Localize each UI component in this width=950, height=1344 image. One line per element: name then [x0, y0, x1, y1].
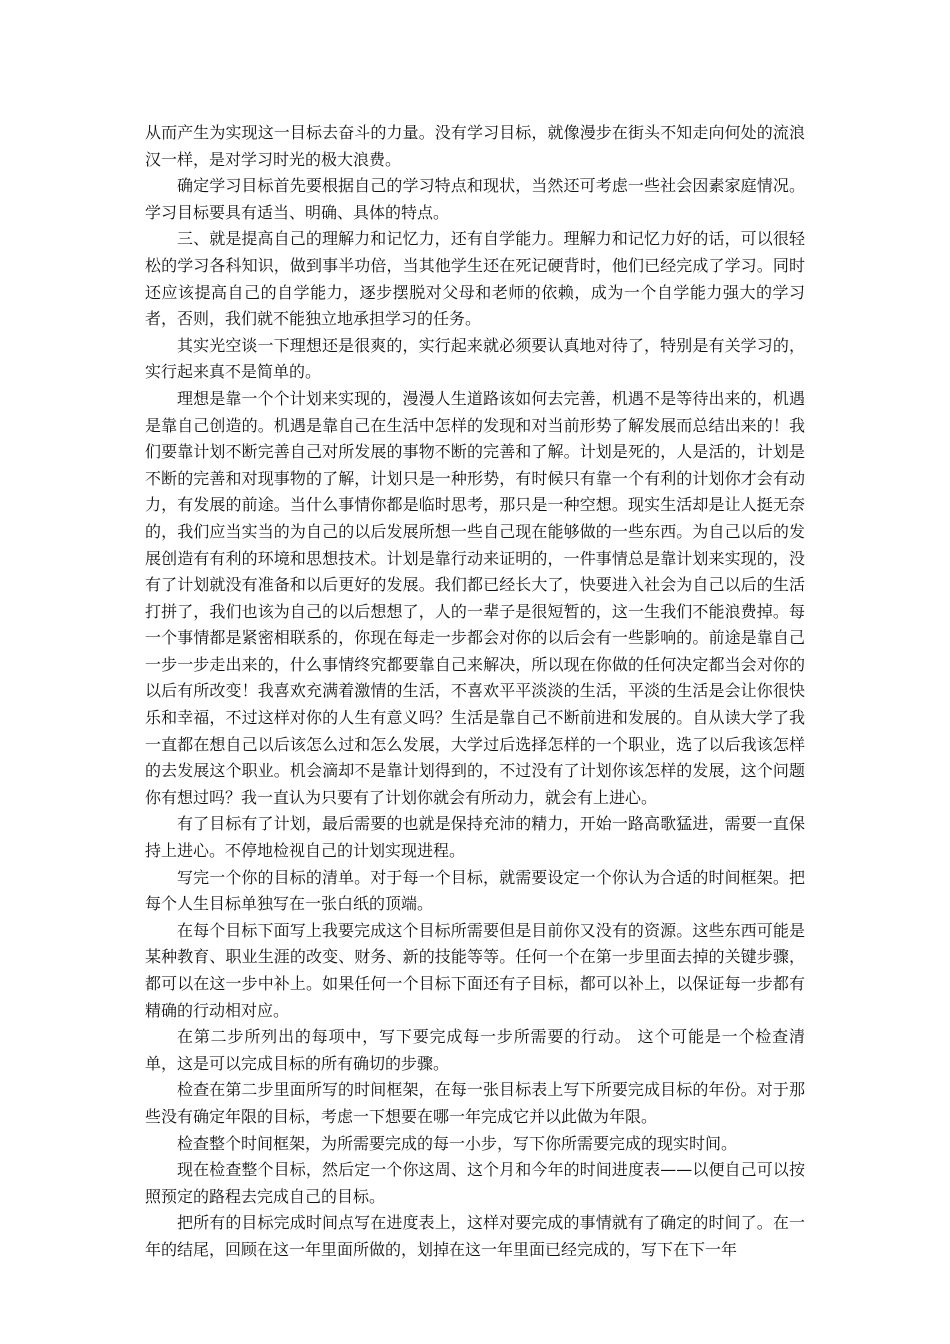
paragraph: 有了目标有了计划，最后需要的也就是保持充沛的精力，开始一路高歌猛进，需要一直保持上进心。不停地检视自己的计划实现进程。: [145, 814, 805, 861]
paragraph: 三、就是提高自己的理解力和记忆力，还有自学能力。理解力和记忆力好的话，可以很轻松的学习各科知识，做到事半功倍，当其他学生还在死记硬背时，他们已经完成了学习。同时还应该提高自己的自学能力，逐步摆脱对父母和老师的依赖，成为一个自学能力强大的学习者，否则，我们就不能独立地承担学习的任务。: [145, 229, 805, 329]
paragraph: 在每个目标下面写上我要完成这个目标所需要但是目前你又没有的资源。这些东西可能是某种教育、职业生涯的改变、财务、新的技能等等。任何一个在第一步里面去掉的关键步骤，都可以在这一步中补上。如果任何一个目标下面还有子目标，都可以补上，以保证每一步都有精确的行动相对应。: [145, 920, 805, 1020]
paragraph: 现在检查整个目标，然后定一个你这周、这个月和今年的时间进度表——以便自己可以按照预定的路程去完成自己的目标。: [145, 1160, 805, 1206]
paragraph: 其实光空谈一下理想还是很爽的，实行起来就必须要认真地对待了，特别是有关学习的，实行起来真不是简单的。: [145, 335, 805, 382]
paragraph: 确定学习目标首先要根据自己的学习特点和现状，当然还可考虑一些社会因素家庭情况。学习目标要具有适当、明确、具体的特点。: [145, 176, 805, 222]
paragraph: 检查整个时间框架，为所需要完成的每一小步，写下你所需要完成的现实时间。: [177, 1133, 738, 1153]
paragraph: 写完一个你的目标的清单。对于每一个目标，就需要设定一个你认为合适的时间框架。把每个人生目标单独写在一张白纸的顶端。: [145, 867, 805, 914]
paragraph: 把所有的目标完成时间点写在进度表上，这样对要完成的事情就有了确定的时间了。在一年的结尾，回顾在这一年里面所做的，划掉在这一年里面已经完成的，写下在下一年: [145, 1213, 805, 1259]
document-body: [145, 120, 805, 1264]
paragraph: 在第二步所列出的每项中，写下要完成每一步所需要的行动。 这个可能是一个检查清单，这是可以完成目标的所有确切的步骤。: [145, 1027, 805, 1073]
paragraph: 检查在第二步里面所写的时间框架，在每一张目标表上写下所要完成目标的年份。对于那些没有确定年限的目标，考虑一下想要在哪一年完成它并以此做为年限。: [145, 1080, 805, 1126]
paragraph: 理想是靠一个个计划来实现的，漫漫人生道路该如何去完善，机遇不是等待出来的，机遇是靠自己创造的。机遇是靠自己在生活中怎样的发现和对当前形势了解发展而总结出来的！我们要靠计划不断完善自己对所发展的事物不断的完善和了解。计划是死的，人是活的，计划是不断的完善和对现事物的了解，计划只是一种形势，有时候只有靠一个有利的计划你才会有动力，有发展的前途。当什么事情你都是临时思考，那只是一种空想。现实生活却是让人挺无奈的，我们应当实当的为自己的以后发展所想一些自己现在能够做的一些东西。为自己以后的发展创造有有利的环境和思想技术。计划是靠行动来证明的，一件事情总是靠计划来实现的，没有了计划就没有准备和以后更好的发展。我们都已经长大了，快要进入社会为自己以后的生活打拼了，我们也该为自己的以后想想了，人的一辈子是很短暂的，这一生我们不能浪费掉。每一个事情都是紧密相联系的，你现在每走一步都会对你的以后会有一些影响的。前途是靠自己一步一步走出来的，什么事情终究都要靠自己来解决，所以现在你做的任何决定都当会对你的以后有所改变！我喜欢充满着激情的生活，不喜欢平平淡淡的生活，平淡的生活是会让你很快乐和幸福，不过这样对你的人生有意义吗？生活是靠自己不断前进和发展的。自从读大学了我一直都在想自己以后该怎么过和怎么发展，大学过后选择怎样的一个职业，选了以后我该怎样的去发展这个职业。机会滴却不是靠计划得到的，不过没有了计划你该怎样的发展，这个问题你有想过吗？我一直认为只要有了计划你就会有所动力，就会有上进心。: [145, 388, 805, 807]
paragraph: 从而产生为实现这一目标去奋斗的力量。没有学习目标，就像漫步在街头不知走向何处的流浪汉一样，是对学习时光的极大浪费。: [145, 123, 805, 169]
